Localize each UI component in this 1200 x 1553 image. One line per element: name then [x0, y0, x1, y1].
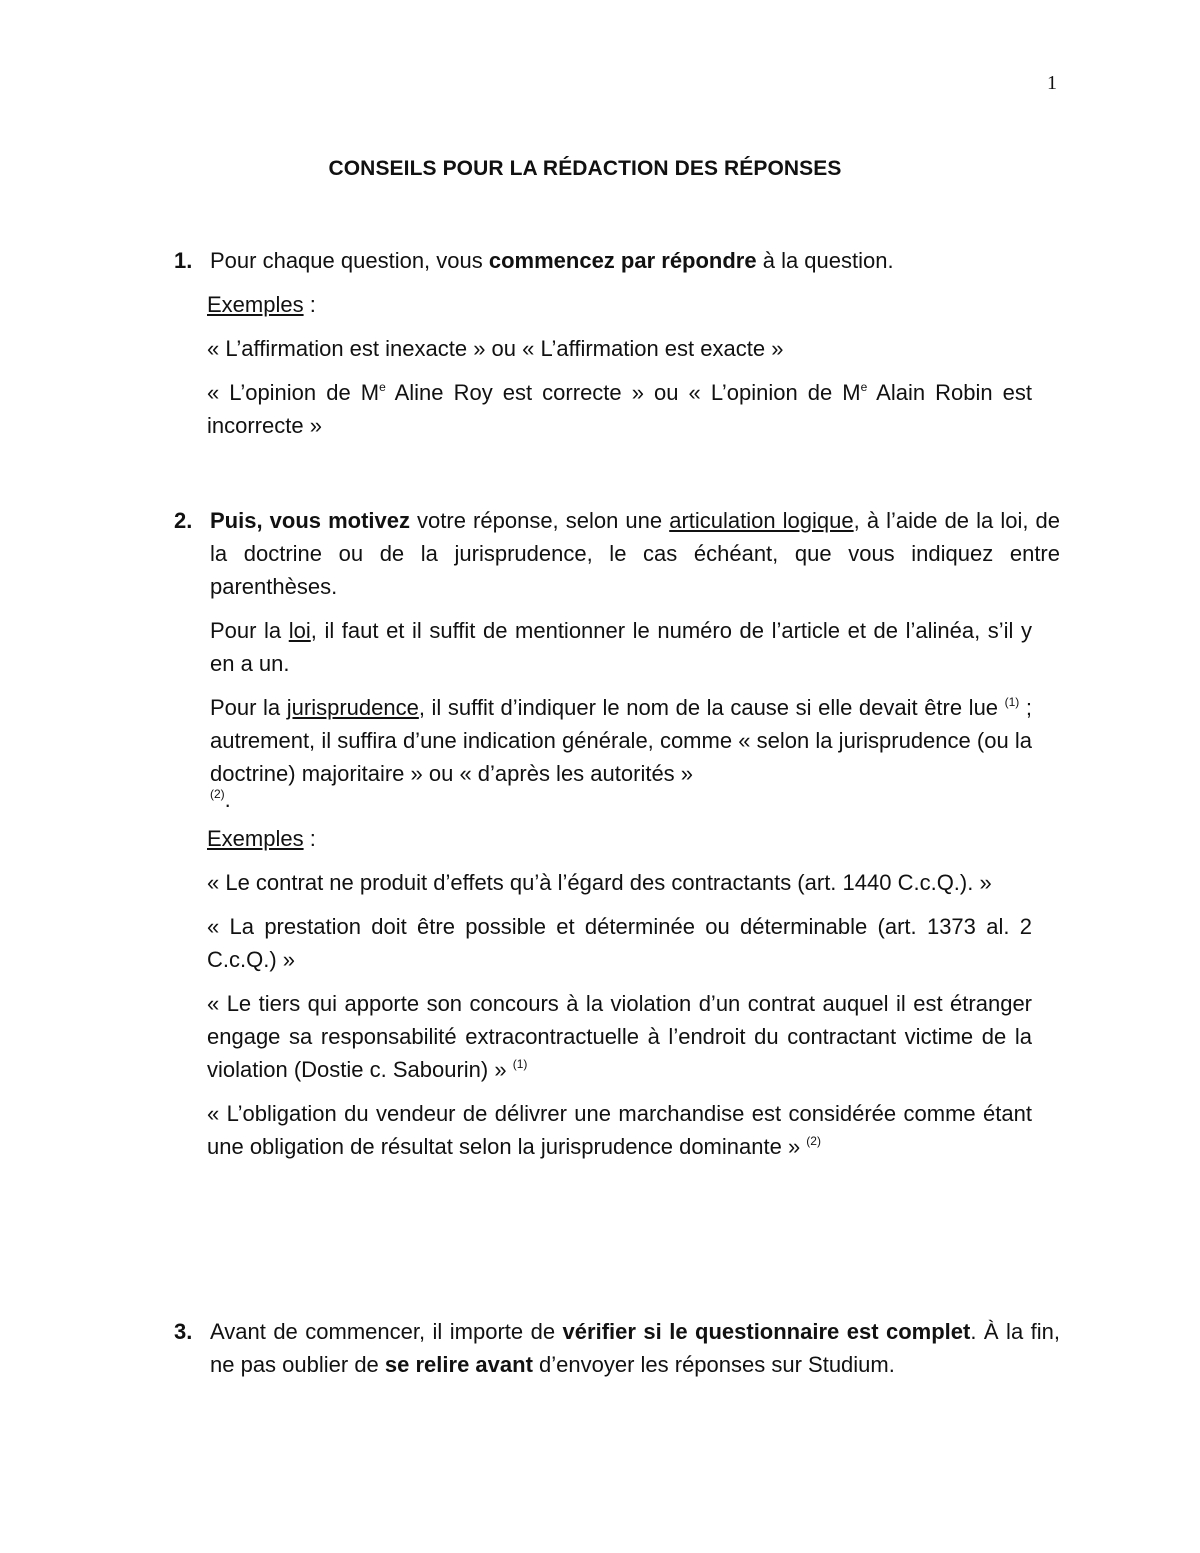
document-title: CONSEILS POUR LA RÉDACTION DES RÉPONSES [328, 157, 842, 180]
page-number: 1 [1047, 72, 1057, 94]
example-1: « L’affirmation est inexacte » ou « L’affirmation est exacte » [207, 336, 784, 361]
advice-item-3 [174, 1315, 1060, 1392]
item-number: 2. [174, 508, 193, 533]
advice-item-2 [174, 504, 1060, 1174]
example-2: « L’opinion de Me Aline Roy est correcte » ou « L’opinion de Me Alain Robin est incorrecte » [207, 380, 1033, 438]
example-2: « La prestation doit être possible et déterminée ou déterminable (art. 1373 al. 2 C.c.Q.) » [207, 914, 1032, 972]
item-number: 3. [174, 1319, 193, 1344]
examples-heading: Exemples : [207, 826, 316, 851]
item-3-instruction: Avant de commencer, il importe de vérifier si le questionnaire est complet. À la fin, ne pas oublier de se relire avant d’envoyer les réponses sur Studium. [210, 1319, 1060, 1377]
example-3: « Le tiers qui apporte son concours à la violation d’un contrat auquel il est étranger engage sa responsabilité extracontractuelle à l’endroit du contractant victime de la violation (Dostie c. Sabourin) » $^{(1)}$ [207, 991, 1032, 1082]
item-number: 1. [174, 248, 193, 273]
examples-heading: Exemples : [207, 292, 316, 317]
jurisprudence-guidance: Pour la jurisprudence, il suffit d’indiquer le nom de la cause si elle devait être lue $^{(1)}$ ; autrement, il suffira d’une indication générale, comme « selon la jurisprudence (ou la doctrine) majoritaire » ou « d’après les autorités » [210, 695, 1032, 786]
item-2-instruction: Puis, vous motivez votre réponse, selon une articulation logique, à l’aide de la loi, de la doctrine ou de la jurisprudence, le cas échéant, que vous indiquez entre parenthèses. [210, 508, 1060, 599]
item-1-instruction: Pour chaque question, vous commencez par répondre à la question. [210, 248, 894, 273]
footnote-ref: $^{(2)}$. [210, 787, 231, 812]
law-guidance: Pour la loi, il faut et il suffit de mentionner le numéro de l’article et de l’alinéa, s’il y en a un. [210, 618, 1032, 676]
example-4: « L’obligation du vendeur de délivrer une marchandise est considérée comme étant une obligation de résultat selon la jurisprudence dominante » $^{(2)}$ [207, 1101, 1032, 1159]
advice-item-1 [174, 244, 1060, 453]
example-1: « Le contrat ne produit d’effets qu’à l’égard des contractants (art. 1440 C.c.Q.). » [207, 870, 992, 895]
